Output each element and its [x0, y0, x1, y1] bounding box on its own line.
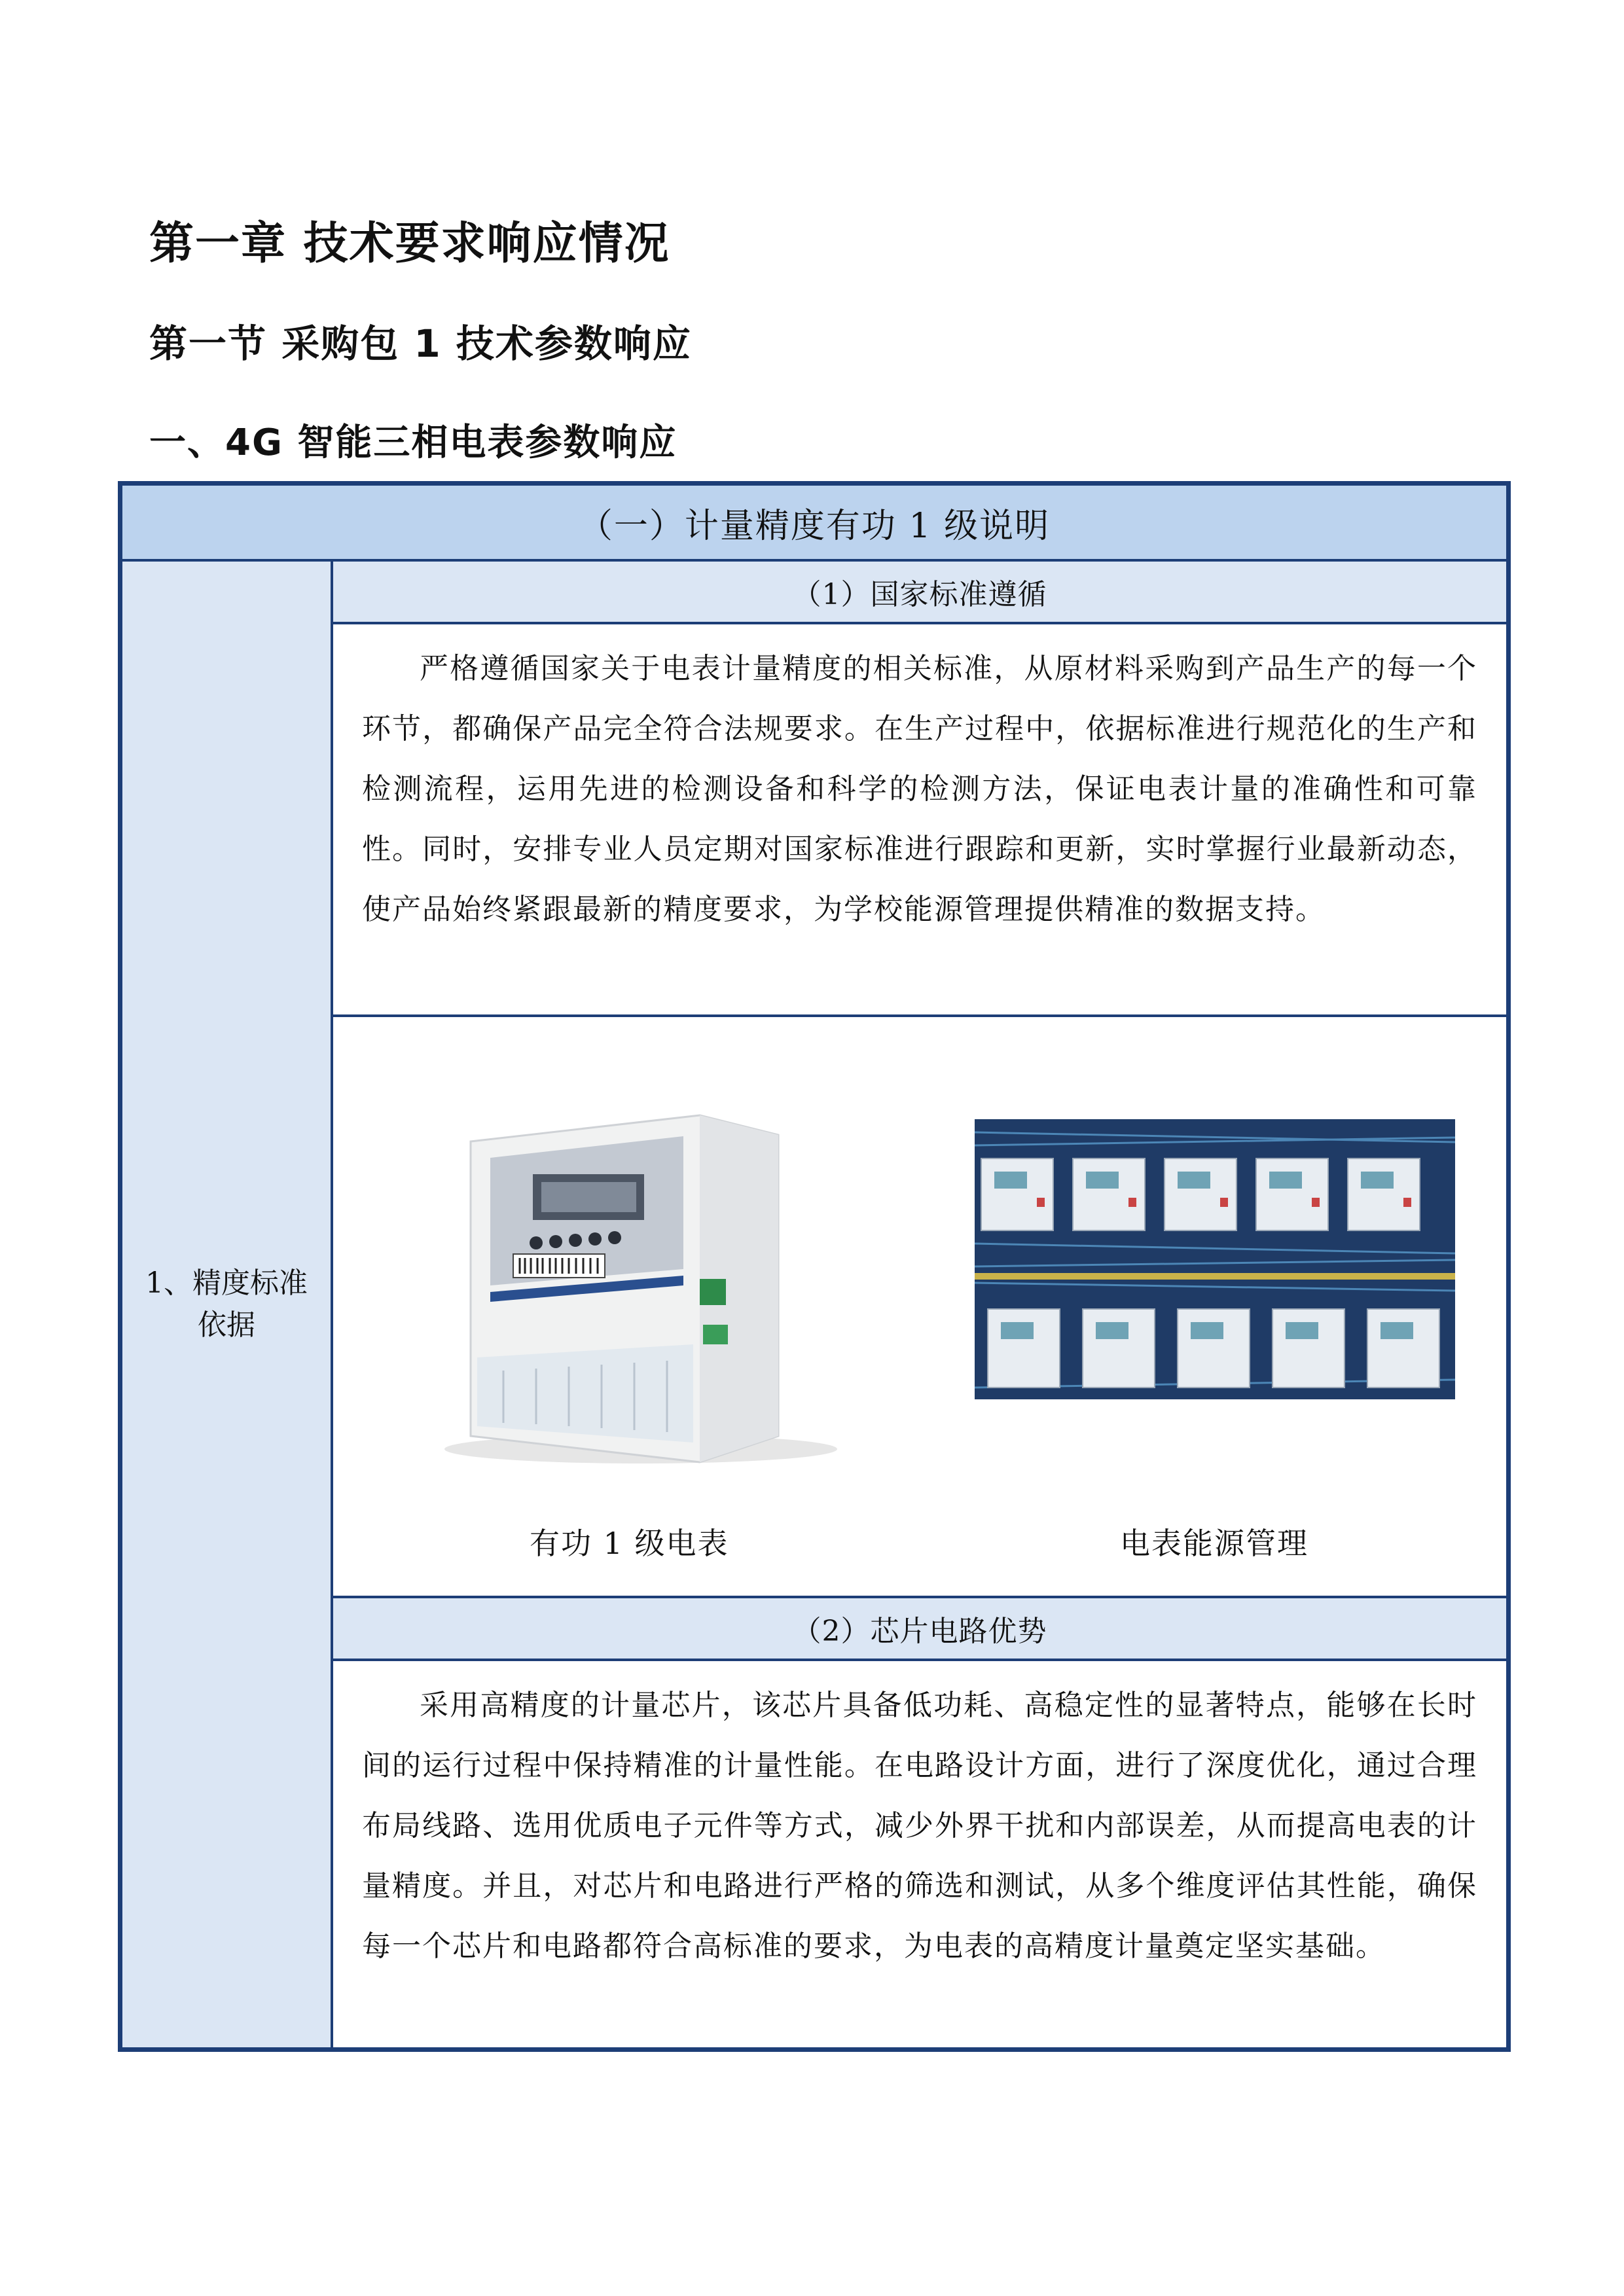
subsection-title: 一、4G 智能三相电表参数响应: [149, 422, 677, 464]
block1-title: （1）国家标准遵循: [333, 562, 1506, 624]
meter-panel-image: [975, 1119, 1455, 1399]
chapter-title: 第一章 技术要求响应情况: [149, 218, 670, 270]
row-label-text: 1、精度标准依据: [145, 1266, 308, 1342]
table-header: （一）计量精度有功 1 级说明: [122, 486, 1506, 562]
block2-paragraph: 采用高精度的计量芯片，该芯片具备低功耗、高稳定性的显著特点，能够在长时间的运行过程中保持精准的计量性能。在电路设计方面，进行了深度优化，通过合理布局线路、选用优质电子元件等方式，减少外界干扰和内部误差，从而提高电表的计量精度。并且，对芯片和电路进行严格的筛选和测试，从多个维度评估其性能，确保每一个芯片和电路都符合高标准的要求，为电表的高精度计量奠定坚实基础。: [362, 1689, 1477, 1963]
image-row: [333, 1017, 1506, 1598]
section-title: 第一节 采购包 1 技术参数响应: [149, 321, 692, 366]
block2-title: （2）芯片电路优势: [333, 1598, 1506, 1661]
row-label: [122, 562, 333, 2047]
block1-paragraph: 严格遵循国家关于电表计量精度的相关标准，从原材料采购到产品生产的每一个环节，都确保产品完全符合法规要求。在生产过程中，依据标准进行规范化的生产和检测流程，运用先进的检测设备和科学的检测方法，保证电表计量的准确性和可靠性。同时，安排专业人员定期对国家标准进行跟踪和更新，实时掌握行业最新动态，使产品始终紧跟最新的精度要求，为学校能源管理提供精准的数据支持。: [333, 624, 1506, 1017]
meter-product-image: [392, 1017, 890, 1515]
image2-caption: 电表能源管理: [1120, 1526, 1308, 1561]
spec-table: [118, 481, 1511, 2052]
image1-caption: 有功 1 级电表: [530, 1526, 729, 1561]
